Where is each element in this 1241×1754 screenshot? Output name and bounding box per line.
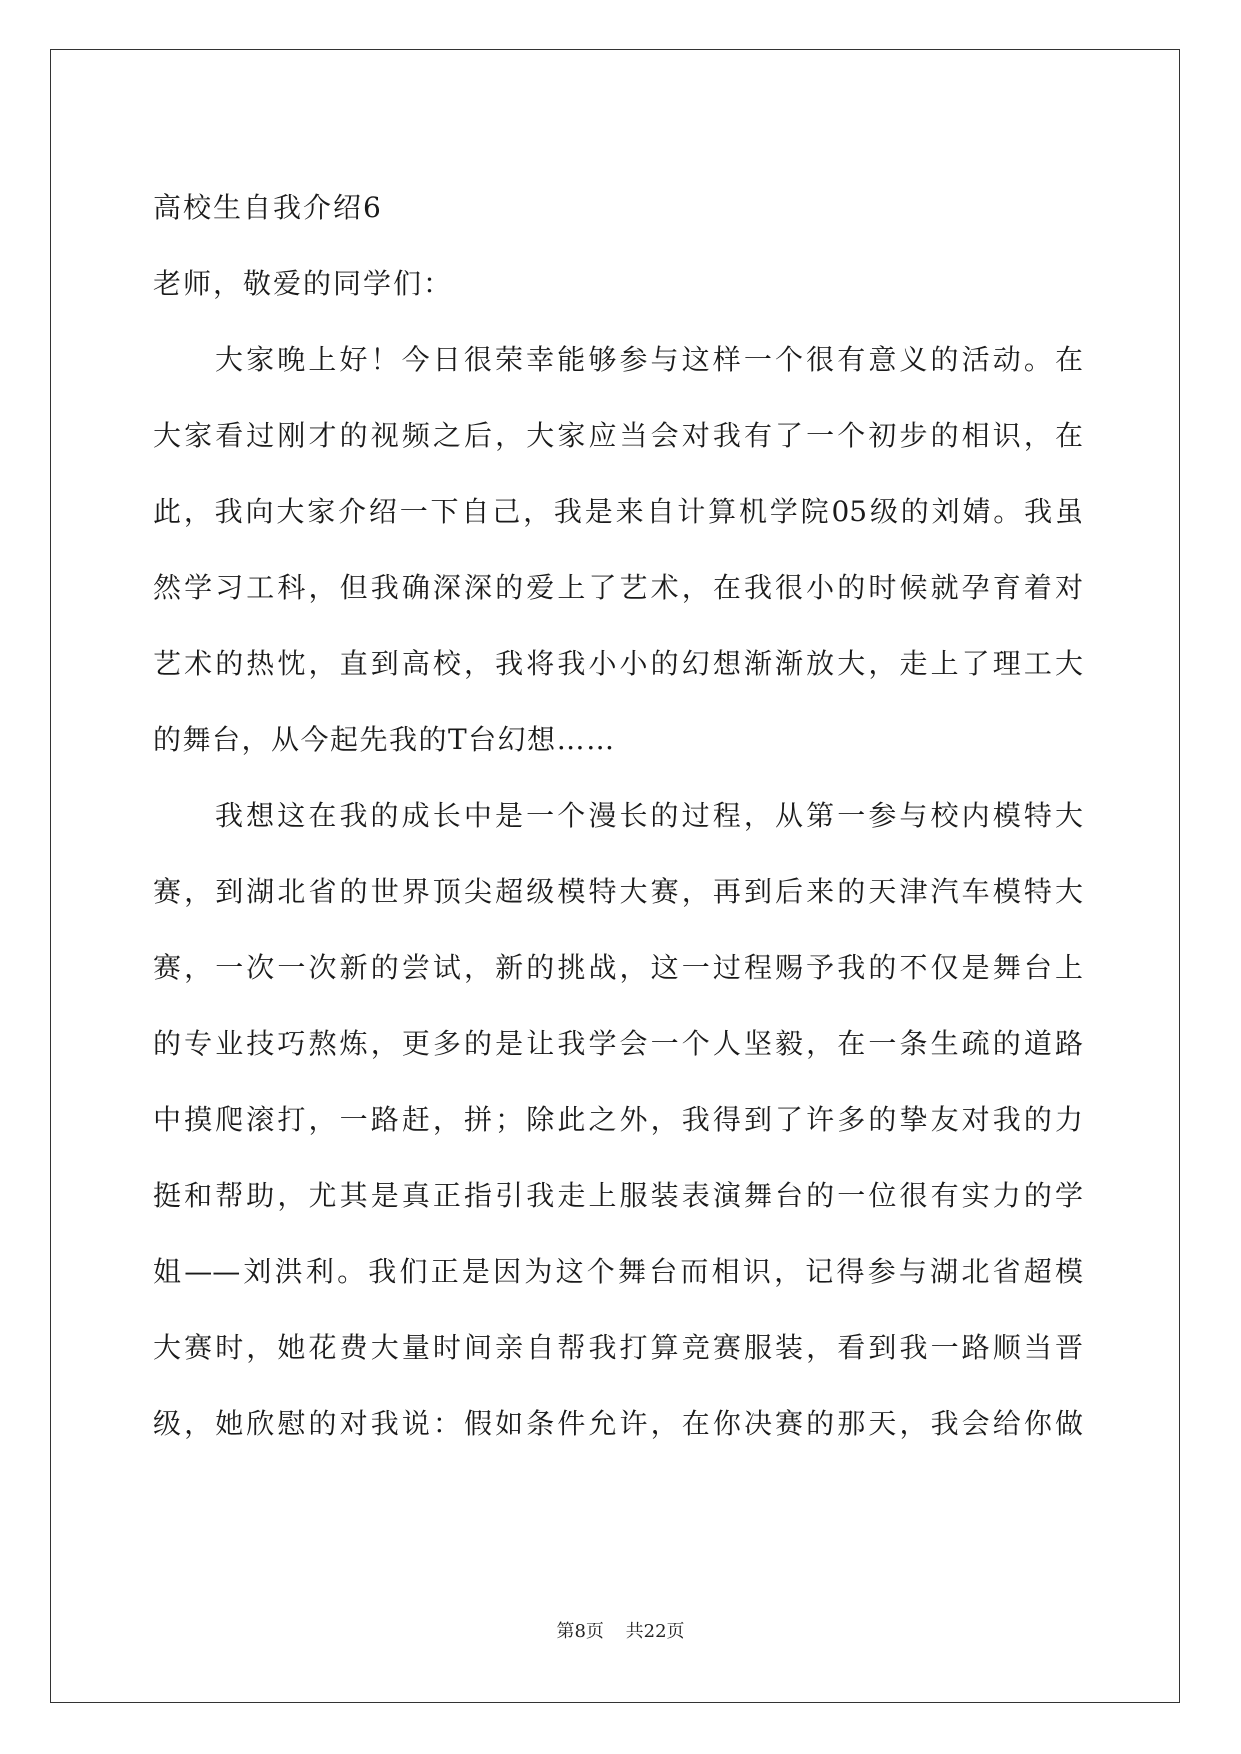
paragraph-line: 赛，到湖北省的世界顶尖超级模特大赛，再到后来的天津汽车模特大: [153, 875, 1083, 908]
paragraph-2: [153, 778, 1083, 1462]
paragraph-line: 姐——刘洪利。我们正是因为这个舞台而相识，记得参与湖北省超模: [153, 1255, 1083, 1288]
paragraph-1: [153, 322, 1083, 778]
document-body: [153, 170, 1083, 1462]
paragraph-line: 挺和帮助，尤其是真正指引我走上服装表演舞台的一位很有实力的学: [153, 1179, 1083, 1212]
paragraph-line: 大家看过刚才的视频之后，大家应当会对我有了一个初步的相识，在: [153, 419, 1083, 452]
document-title: 高校生自我介绍6: [153, 191, 383, 224]
greeting: 老师，敬爱的同学们：: [153, 267, 454, 300]
paragraph-line: 赛，一次一次新的尝试，新的挑战，这一过程赐予我的不仅是舞台上: [153, 951, 1083, 984]
paragraph-line: 的舞台，从今起先我的T台幻想……: [153, 723, 616, 756]
page-footer: [0, 1617, 1241, 1643]
paragraph-line: 我想这在我的成长中是一个漫长的过程，从第一参与校内模特大: [215, 799, 1083, 832]
paragraph-line: 然学习工科，但我确深深的爱上了艺术，在我很小的时候就孕育着对: [153, 571, 1083, 604]
paragraph-line: 级，她欣慰的对我说：假如条件允许，在你决赛的那天，我会给你做: [153, 1407, 1083, 1440]
paragraph-line: 此，我向大家介绍一下自己，我是来自计算机学院05级的刘婧。我虽: [153, 495, 1083, 528]
page-number-current: 第8页: [556, 1621, 604, 1642]
paragraph-line: 中摸爬滚打，一路赶，拼；除此之外，我得到了许多的挚友对我的力: [153, 1103, 1083, 1136]
paragraph-line: 艺术的热忱，直到高校，我将我小小的幻想渐渐放大，走上了理工大: [153, 647, 1083, 680]
paragraph-line: 大赛时，她花费大量时间亲自帮我打算竞赛服装，看到我一路顺当晋: [153, 1331, 1083, 1364]
paragraph-line: 大家晚上好！今日很荣幸能够参与这样一个很有意义的活动。在: [215, 343, 1083, 376]
page-number-total: 共22页: [625, 1621, 685, 1642]
paragraph-line: 的专业技巧熬炼，更多的是让我学会一个人坚毅，在一条生疏的道路: [153, 1027, 1083, 1060]
